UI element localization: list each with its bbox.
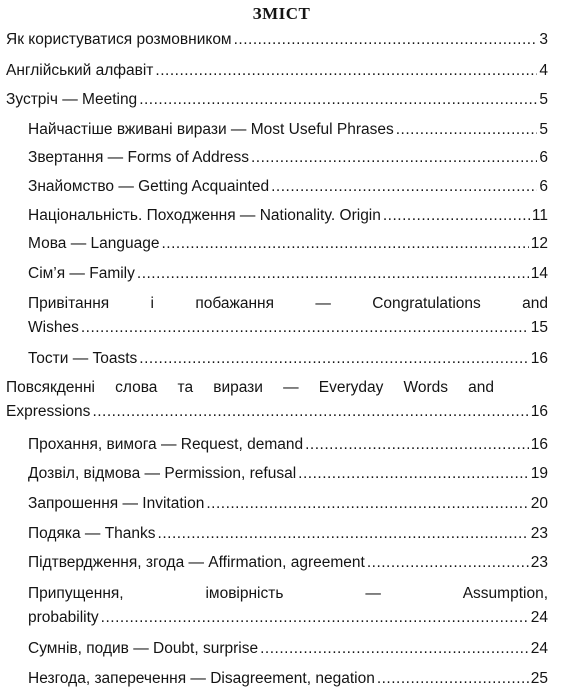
- toc-entry-page: 16: [530, 436, 548, 453]
- toc-leader-dots: [377, 669, 529, 689]
- toc-entry-page: 19: [530, 465, 548, 482]
- toc-leader-dots: [234, 30, 538, 50]
- toc-entry: [6, 61, 548, 81]
- toc-entry-title: Незгода, заперечення — Disagreement, negation: [28, 670, 375, 687]
- toc-entry-title: Запрошення — Invitation: [28, 495, 205, 512]
- toc-entry-page: 23: [530, 525, 548, 542]
- toc-entry-page: 15: [530, 319, 548, 336]
- toc-entry-title-line1: Припущення, імовірність — Assumption,: [28, 585, 548, 602]
- toc-entry: [28, 584, 548, 628]
- toc-entry: [28, 524, 548, 544]
- toc-entry: [28, 639, 548, 659]
- toc-entry-page: 25: [530, 670, 548, 687]
- toc-entry-title: Дозвіл, відмова — Permission, refusal: [28, 465, 297, 482]
- toc-entry: [28, 177, 548, 197]
- toc-entry-title: Найчастіше вживані вирази — Most Useful Phrases: [28, 121, 394, 138]
- page-title: ЗМІСТ: [252, 4, 311, 23]
- toc-entry-title: Національність. Походження — Nationality. Origin: [28, 207, 381, 224]
- toc-entry-title: Мова — Language: [28, 235, 160, 252]
- toc-leader-dots: [305, 435, 529, 455]
- toc-entry-title: Знайомство — Getting Acquainted: [28, 178, 270, 195]
- toc-entry: [28, 148, 548, 168]
- toc-entry: [28, 669, 548, 689]
- toc-leader-dots: [155, 61, 537, 81]
- toc-entry: [28, 349, 548, 369]
- toc-entry-title: probability: [28, 609, 99, 626]
- toc-entry-title: Wishes: [28, 319, 79, 336]
- toc-entry-title: Сім’я — Family: [28, 265, 135, 282]
- toc-leader-dots: [101, 608, 529, 628]
- toc-entry-page: 12: [530, 235, 548, 252]
- toc-entry-page: 24: [530, 640, 548, 657]
- toc-leader-dots: [92, 402, 528, 422]
- toc-leader-dots: [271, 177, 537, 197]
- toc-leader-dots: [139, 349, 528, 369]
- toc-entry-page: 3: [539, 31, 548, 48]
- toc-entry-title: Як користуватися розмовником: [6, 31, 232, 48]
- toc-entry-title-line1: Привітання і побажання — Congratulations and: [28, 295, 548, 312]
- toc-entry-page: 14: [530, 265, 548, 282]
- toc-entry-title: Expressions: [6, 403, 91, 420]
- toc-entry-page: 6: [539, 149, 548, 166]
- toc-leader-dots: [367, 553, 529, 573]
- toc-leader-dots: [161, 234, 528, 254]
- toc-leader-dots: [396, 120, 538, 140]
- toc-entry-page: 5: [539, 121, 548, 138]
- toc-entry: [6, 378, 548, 422]
- toc-entry: [28, 553, 548, 573]
- toc-entry-title: Зустріч — Meeting: [6, 91, 138, 108]
- toc-entry-title: Звертання — Forms of Address: [28, 149, 249, 166]
- toc-entry-title-line1: Повсякденні слова та вирази — Everyday Words and: [6, 379, 494, 396]
- toc-entry-page: 6: [539, 178, 548, 195]
- toc-leader-dots: [81, 318, 529, 338]
- toc-entry: [28, 234, 548, 254]
- toc-leader-dots: [137, 264, 529, 284]
- toc-leader-dots: [139, 90, 537, 110]
- toc-leader-dots: [251, 148, 537, 168]
- toc-entry-page: 16: [530, 403, 548, 420]
- toc-entry: [28, 264, 548, 284]
- toc-entry: [6, 30, 548, 50]
- toc-entry: [28, 120, 548, 140]
- toc-leader-dots: [298, 464, 529, 484]
- toc-entry-title: Прохання, вимога — Request, demand: [28, 436, 304, 453]
- toc-entry-title: Англійський алфавіт: [6, 62, 154, 79]
- toc-entry-page: 11: [531, 207, 548, 224]
- toc-entry-page: 23: [530, 554, 548, 571]
- toc-entry-page: 24: [530, 609, 548, 626]
- toc-entry: [28, 494, 548, 514]
- toc-entry-title: Сумнів, подив — Doubt, surprise: [28, 640, 259, 657]
- toc-entry: [28, 435, 548, 455]
- toc-entry: [28, 464, 548, 484]
- toc-leader-dots: [383, 206, 530, 226]
- toc-entry-title: Підтвердження, згода — Affirmation, agreement: [28, 554, 365, 571]
- toc-entry: [28, 294, 548, 338]
- toc-entry-page: 16: [530, 350, 548, 367]
- toc-entry: [28, 206, 548, 226]
- toc-entry-title: Подяка — Thanks: [28, 525, 156, 542]
- toc-entry-title: Тости — Toasts: [28, 350, 138, 367]
- toc-entry-page: 4: [539, 62, 548, 79]
- toc-entry: [6, 90, 548, 110]
- toc-entry-page: 20: [530, 495, 548, 512]
- toc-leader-dots: [158, 524, 529, 544]
- toc-leader-dots: [206, 494, 528, 514]
- toc-entry-page: 5: [539, 91, 548, 108]
- toc-leader-dots: [260, 639, 529, 659]
